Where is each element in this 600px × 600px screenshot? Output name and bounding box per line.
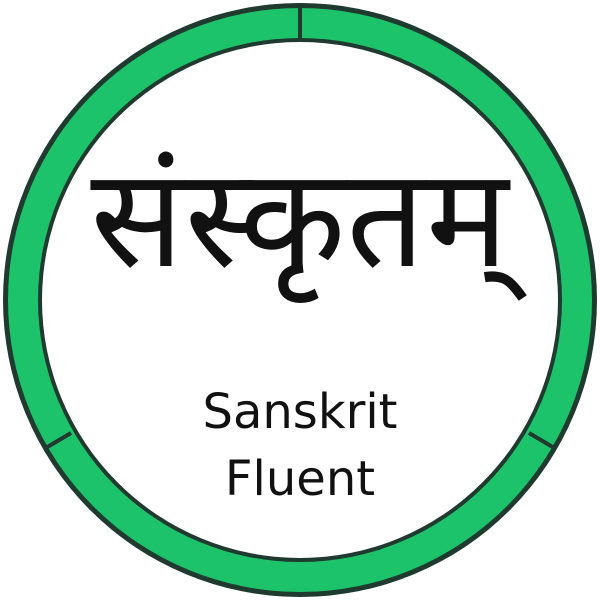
caption-level: Fluent bbox=[224, 451, 376, 507]
caption-language: Sanskrit bbox=[202, 384, 398, 440]
sanskrit-word: संस्कृतम् bbox=[90, 138, 510, 299]
